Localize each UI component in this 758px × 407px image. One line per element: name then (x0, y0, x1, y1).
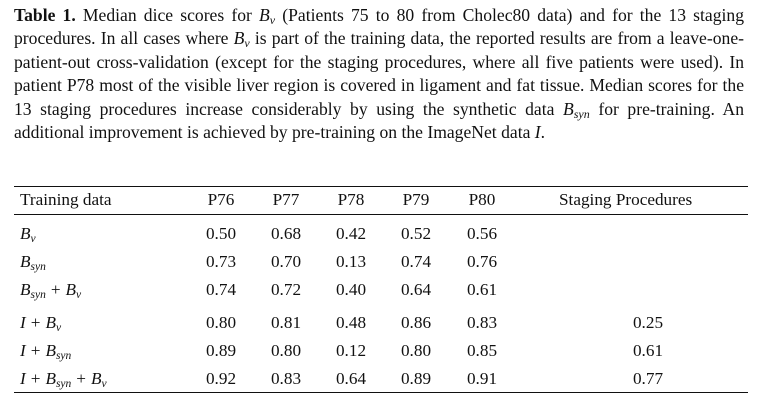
math-symbol: B (45, 341, 56, 360)
math-subscript: syn (55, 378, 72, 390)
cell-p78: 0.42 (335, 224, 367, 243)
caption-text-2: (Patients 75 to 80 from Cholec80 data) and for the 13 staging procedures. In all cases where (14, 5, 744, 49)
math-symbol: B (45, 369, 56, 388)
cell-p79: 0.52 (400, 224, 432, 243)
math-symbol: B (45, 313, 56, 332)
cell-p77: 0.81 (270, 313, 302, 332)
caption-text-1: Median dice scores for (75, 5, 260, 25)
table-top-rule (14, 186, 748, 187)
math-subscript: v (30, 233, 36, 245)
table-header-rule (14, 214, 748, 215)
math-subscript: syn (30, 261, 46, 273)
caption-text-3: is part of the training data, the reported results are from a leave-one-patient-out cross-validation (except for the staging procedures, where all five patients were used). In patient P78 most of the visible liver region is covered in ligament and fat tissue. Median scores for the 13 staging procedures increase considerably by using the synthetic data (14, 28, 744, 119)
cell-p76: 0.89 (205, 341, 237, 360)
math-operator: + (30, 341, 41, 360)
cell-p76: 0.73 (205, 252, 237, 271)
math-operator: + (50, 280, 61, 299)
row-training-data-label (20, 252, 46, 272)
symbol-i: I (534, 122, 541, 143)
symbol-b-syn: $B_{syn}$ (563, 98, 590, 121)
cell-p78: 0.64 (335, 369, 367, 388)
header-p77: P77 (272, 190, 300, 209)
cell-p76: 0.92 (205, 369, 237, 388)
cell-p79: 0.86 (400, 313, 432, 332)
symbol-b-v: $B_v$ (233, 28, 250, 51)
cell-p80: 0.61 (466, 280, 498, 299)
math-subscript: syn (30, 289, 46, 301)
cell-p78: 0.13 (335, 252, 367, 271)
cell-p77: 0.68 (270, 224, 302, 243)
math-operator: + (76, 369, 86, 388)
symbol-b-v: $B_v$ (259, 5, 276, 27)
header-staging-procedures: Staging Procedures (559, 190, 693, 209)
cell-p77: 0.70 (270, 252, 302, 271)
header-p79: P79 (402, 190, 430, 209)
math-symbol: B (20, 280, 31, 299)
cell-p79: 0.89 (400, 369, 432, 388)
cell-staging-procedures: 0.61 (632, 341, 664, 360)
caption-text-5: . (540, 122, 546, 143)
row-training-data-label (20, 313, 61, 333)
math-subscript: v (101, 378, 107, 390)
cell-p79: 0.74 (400, 252, 432, 271)
math-symbol: B (20, 252, 31, 271)
header-training-data: Training data (20, 190, 112, 209)
caption-label: Table 1. (14, 5, 76, 25)
cell-p78: 0.48 (335, 313, 367, 332)
math-subscript: v (55, 322, 62, 334)
math-symbol: B (90, 369, 102, 388)
caption-text-4: for pre-training. An additional improvement is achieved by pre-training on the ImageNet data (14, 98, 744, 143)
math-symbol: I (20, 313, 26, 332)
cell-p79: 0.80 (400, 341, 432, 360)
cell-p80: 0.91 (466, 369, 498, 388)
cell-staging-procedures: 0.25 (632, 313, 664, 332)
cell-p78: 0.40 (335, 280, 367, 299)
math-symbol: B (20, 224, 31, 243)
math-operator: + (30, 369, 41, 388)
cell-staging-procedures: 0.77 (632, 369, 664, 388)
math-operator: + (30, 313, 41, 332)
header-p78: P78 (337, 190, 365, 209)
math-symbol: I (20, 341, 26, 360)
cell-p76: 0.74 (205, 280, 237, 299)
cell-p76: 0.80 (205, 313, 237, 332)
cell-p80: 0.76 (466, 252, 498, 271)
cell-p76: 0.50 (205, 224, 237, 243)
cell-p80: 0.56 (466, 224, 498, 243)
cell-p78: 0.12 (335, 341, 367, 360)
math-symbol: B (65, 280, 77, 299)
row-training-data-label (20, 280, 81, 300)
cell-p79: 0.64 (400, 280, 432, 299)
math-subscript: syn (55, 350, 72, 362)
table-bottom-rule (14, 392, 748, 393)
cell-p80: 0.83 (466, 313, 498, 332)
cell-p80: 0.85 (466, 341, 498, 360)
header-p76: P76 (207, 190, 235, 209)
math-symbol: I (20, 369, 26, 388)
cell-p77: 0.72 (270, 280, 302, 299)
row-training-data-label (20, 224, 36, 244)
row-training-data-label (20, 341, 71, 361)
math-subscript: v (76, 289, 82, 301)
table-caption (14, 4, 744, 144)
header-p80: P80 (468, 190, 496, 209)
cell-p77: 0.83 (270, 369, 302, 388)
cell-p77: 0.80 (270, 341, 302, 360)
row-training-data-label (20, 369, 107, 389)
